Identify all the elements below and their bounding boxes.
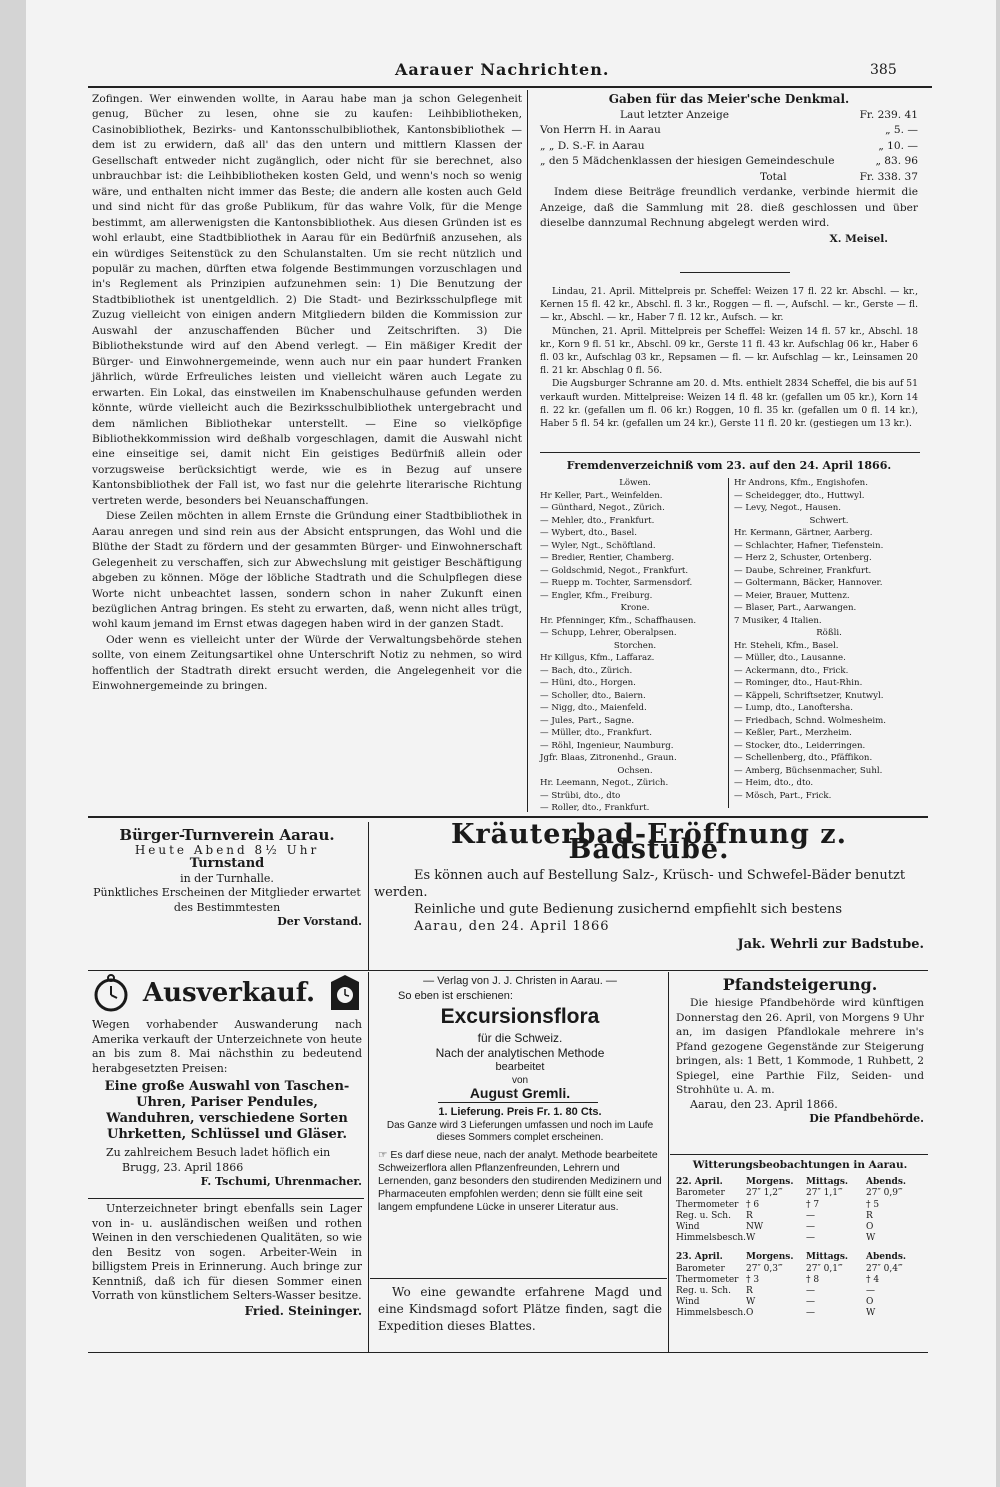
article-paragraph: Zofingen. Wer einwenden wollte, in Aarau habe man ja schon Gelegenheit genug, Bücher zu lesen, ohne sie zu kaufen: Leihbibliotheken, Casinobibliothek, Bezirks- und Kantonsschulbibliothek, Kantonsbibliothek — dem ist zu erwidern, daß all' das den untern und mittlern Klassen der Gesellschaft entweder nicht zugänglich, oder nicht für sie berechnet, also unbrauchbar ist: die Leihbibliotheken kosten Geld, und wenn's noch so wenig wäre, und enthalten nicht immer das Beste; die andern alle kosten auch Geld und sind nicht für das große Publikum, für das wahre Volk, für die Menge bestimmt, am allerwenigsten die Kantonsbibliothek. Aus diesen Gründen ist es wohl erlaubt, eine Stadtbibliothek in Aarau für ein Bedürfniß anzusehen, als ein würdiges Seitenstück zu den Schulanstalten. Um sie recht nützlich und populär zu machen, dürften etwa folgende Bestimmungen vorzuschlagen und in's Reglement als Prinzipien aufzunehmen sein: 1) Die Benutzung der Stadtbibliothek ist unentgeldlich. 2) Die Stadt- und Bezirksschulpflege mit Zuzug vielleicht von einigen andern Mitgliedern bilden die Kommission zur Auswahl der anzuschaffenden Bücher und Zeitschriften. 3) Die Bibliothekstunde wird auf den Abend verlegt. — Ein mäßiger Kredit der Bürger- und Einwohnergemeinde, wenn auch nur ein paar hundert Franken jährlich, würde Erfreuliches leisten und vielleicht wären auch Legate zu erwarten. Ein Lokal, das einstweilen im Knabenschulhause gefunden werden könnte, würde vielleicht auch die Bezirksschulbibliothek untergebracht und dem nämlichen Bibliothekar unterstellt. — Eine so vielköpfige Bibliothekkommission wird deßhalb vorgeschlagen, damit die Auswahl nicht eine einseitige sei, damit nicht Ein geistiges Bedürfniß allein oder vorzugsweise berücksichtigt werde, wie es in Bezug auf unsere Kantonsbibliothek der Fall ist, wo fast nur die gelehrte literarische Richtung vertreten werde, besonders bei Neuanschaffungen. xyxy=(92,93,522,507)
section-rule xyxy=(680,272,790,273)
strangers-right-column: Hr Androns, Kfm., Engishofen. — Scheidegger, dto., Huttwyl. — Levy, Negot., Hausen. Schwert. Hr. Kermann, Gärtner, Aarberg. — Schlachter, Hafner, Tiefenstein. — Herz 2, Schuster, Ortenberg. — Daube, Schreiner, Frankfurt. — Goltermann, Bäcker, Hannover. — Meier, Brauer, Muttenz. — Blaser, Part., Aarwangen. 7 Musiker, 4 Italien. Rößli. Hr. Steheli, Kfm., Basel. — Müller, dto., Lausanne. — Ackermann, dto., Frick. — Rominger, dto., Haut-Rhin. — Käppeli, Schriftsetzer, Knutwyl. — Lump, dto., Lanoftersha. — Friedbach, Schnd. Wolmesheim. — Keßler, Part., Merzheim. — Stocker, dto., Leiderringen. — Schellenberg, dto., Pfäffikon. — Amberg, Büchsenmacher, Suhl. — Heim, dto., dto. — Mösch, Part., Frick. xyxy=(734,478,886,801)
weather-row: Thermometer † 6 † 7 † 5 xyxy=(676,1199,880,1210)
page-binding-edge xyxy=(0,0,26,1487)
weather-row: Barometer 27″ 1,2‴ 27″ 1,1‴ 27″ 0,9‴ xyxy=(676,1188,903,1199)
weather-row: Himmelsbesch. O — W xyxy=(676,1308,876,1319)
flora-ad: — Verlag von J. J. Christen in Aarau. — So eben ist erschienen: Excursionsflora für die Schweiz. Nach der analytischen Methode bearbeitet von August Gremli. 1. Lieferung. Preis Fr. 1. 80 Cts. Das Ganze wird 3 Lieferungen umfassen und noch im Laufe dieses Sommers complet erscheinen. ☞ Es darf diese neue, nach der analyt. Methode bearbeitete Schweizerflora allen Pflanzenfreunden, Lehrern und Lernenden, ganz besonders den studirenden Medizinern und Pharmaceuten empfohlen werden; denn sie füllt eine seit langem empfundene Lücke in unserer Literatur aus. xyxy=(378,975,662,1214)
market-report: Die Augsburger Schranne am 20. d. Mts. enthielt 2834 Scheffel, die bis auf 51 verkauft wurden. Mittelpreise: Weizen 14 fl. 48 kr. (gefallen um 05 kr.), Korn 14 fl. 22 kr. (gefallen um fl. 06 kr.) Roggen, 10 fl. 35 kr. (gefallen um 0 fl. 14 kr.), Haber 5 fl. 54 kr. (gefallen um 24 kr.), Gerste 11 fl. 20 kr. (gestiegen um 13 kr.). xyxy=(540,378,918,430)
ad-divider xyxy=(368,972,369,1352)
ads-rule xyxy=(670,1154,928,1155)
article-paragraph: Diese Zeilen möchten in allem Ernste die Gründung einer Stadtbibliothek in Aarau anregen und sind rein aus der Absicht entsprungen, das Wohl und die Blüthe der Stadt zu fördern und der gesammten Bürger- und Einwohnerschaft Gelegenheit zu verschaffen, sich zur Abwechslung mit geistiger Beschäftigung abgeben zu können. Möge der löbliche Stadtrath und die Schulpflegen diese Worte nicht unbeachtet lassen, sondern schon in naher Zukunft einen bezüglichen Antrag bringen. Es steht zu erwarten, daß, wenn nicht alles trügt, wohl kaum jemand im Ernst etwas dagegen haben wird in der ganzen Stadt. xyxy=(92,510,522,631)
turnverein-ad: Bürger-Turnverein Aarau. Heute Abend 8½ Uhr Turnstand in der Turnhalle. Pünktliches Erscheinen der Mitglieder erwartet des Bestimmtesten Der Vorstand. xyxy=(93,826,362,928)
donations-title: Gaben für das Meier'sche Denkmal. xyxy=(608,92,850,106)
donations-block xyxy=(540,92,918,247)
running-head: Aarauer Nachrichten. xyxy=(395,60,610,79)
weather-row: Wind W — O xyxy=(676,1297,874,1308)
ads-rule xyxy=(88,970,928,971)
page-bottom-rule xyxy=(88,1352,928,1353)
sale-ad: Ausverkauf. Wegen vorhabender Auswanderung nach Amerika verkauft der Unterzeichnete von heute an bis zum 8. Mai nächsthin zu bedeutend herabgesetzten Preisen: Eine große Auswahl von Taschen-Uhren, Pariser Pendules, Wanduhren, verschiedene Sorten Uhrketten, Schlüssel und Gläser. Zu zahlreichem Besuch ladet höflich ein Brugg, 23. April 1866 F. Tschumi, Uhrenmacher. xyxy=(92,974,362,1190)
weather-row: Reg. u. Sch. R — R xyxy=(676,1210,873,1221)
weather-head: 22. April. Morgens. Mittags. Abends. xyxy=(676,1177,907,1188)
ads-rule xyxy=(370,1278,667,1279)
column-divider xyxy=(527,90,528,812)
weather-row: Himmelsbesch. W — W xyxy=(676,1233,876,1244)
strangers-left-column: Löwen. Hr Keller, Part., Weinfelden. — Günthard, Negot., Zürich. — Mehler, dto., Frankfurt. — Wybert, dto., Basel. — Wyler, Ngt., Schöftland. — Bredier, Rentier, Chamberg. — Goldschmid, Negot., Frankfurt. — Ruepp m. Tochter, Sarmensdorf. — Engler, Kfm., Freiburg. Krone. Hr. Pfenninger, Kfm., Schaffhausen. — Schupp, Lehrer, Oberalpsen. Storchen. Hr Killgus, Kfm., Laffaraz. — Bach, dto., Zürich. — Hüni, dto., Horgen. — Scholler, dto., Baiern. — Nigg, dto., Maienfeld. — Jules, Part., Sagne. — Müller, dto., Frankfurt. — Röhl, Ingenieur, Naumburg. Jgfr. Blaas, Zitronenhd., Graun. Ochsen. Hr. Leemann, Negot., Zürich. — Strübi, dto., dto — Roller, dto., Frankfurt. xyxy=(540,478,697,813)
ad-divider xyxy=(668,972,669,1352)
weather-row: Thermometer † 3 † 8 † 4 xyxy=(676,1274,880,1285)
donation-total-row: Total Fr. 338. 37 xyxy=(760,170,918,183)
ads-top-rule xyxy=(88,816,928,818)
article-paragraph: Oder wenn es vielleicht unter der Würde der Verwaltungsbehörde stehen sollte, von einem Zeitungsartikel ohne Unterschrift Notiz zu nehmen, so wird hoffentlich der Stadtrath direkt ersucht werden, die Angelegenheit vor die Einwohnergemeinde zu bringen. xyxy=(92,633,522,693)
sale-title: Ausverkauf. xyxy=(142,977,316,1008)
page-number: 385 xyxy=(870,62,897,78)
strangers-divider xyxy=(728,478,729,808)
weather-row: Wind NW — O xyxy=(676,1222,874,1233)
donations-signature: X. Meisel. xyxy=(829,232,888,245)
market-report: Lindau, 21. April. Mittelpreis pr. Scheffel: Weizen 17 fl. 22 kr. Abschl. — kr., Kernen 15 fl. 42 kr., Abschl. fl. 3 kr., Roggen — fl. —, Aufschl. — kr., Gerste — fl. — kr., Abschl. — kr., Haber 7 fl. 12 kr., Aufsch. — kr. xyxy=(540,286,918,324)
pocket-watch-icon xyxy=(92,974,130,1012)
weather-row: Barometer 27″ 0,3‴ 27″ 0,1‴ 27″ 0,4‴ xyxy=(676,1263,903,1274)
strangers-title: Fremdenverzeichniß vom 23. auf den 24. April 1866. xyxy=(566,459,892,472)
pointing-hand-icon: ☞ xyxy=(378,1148,388,1161)
donations-text: Indem diese Beiträge freundlich verdanke, verbinde hiermit die Anzeige, daß die Sammlung mit 28. dieß geschlossen und über dieselbe dannzumal Rechnung abgelegt werden wird. xyxy=(540,186,918,229)
market-prices xyxy=(540,285,918,430)
ad-divider xyxy=(368,822,369,970)
header-rule xyxy=(88,86,932,88)
pawn-ad: Pfandsteigerung. Die hiesige Pfandbehörde wird künftigen Donnerstag den 26. April, von Morgens 9 Uhr an, im dasigen Pfandlokale mehrere in's Pfand gezogene Gegenstände zur Steigerung bringen, als: 1 Bett, 1 Kommode, 1 Ruhbett, 2 Spiegel, eine Parthie Filz, Seiden- und Strohhüte u. A. m. Aarau, den 23. April 1866. Die Pfandbehörde. xyxy=(676,975,924,1125)
donation-row: „ den 5 Mädchenklassen der hiesigen Gemeindeschule „ 83. 96 xyxy=(540,155,918,167)
section-rule xyxy=(540,452,920,453)
donation-row: „ „ D. S.-F. in Aarau „ 10. — xyxy=(540,139,918,152)
mantel-clock-icon xyxy=(328,974,362,1012)
page-right-edge xyxy=(996,0,1000,1487)
bath-ad: Kräuterbad-Eröffnung z. Badstube. Es können auch auf Bestellung Salz-, Krüsch- und Schwefel-Bäder benutzt werden. Reinliche und gute Bedienung zusichernd empfiehlt sich bestens Aarau, den 24. April 1866 Jak. Wehrli zur Badstube. xyxy=(374,819,924,952)
donation-row: Von Herrn H. in Aarau „ 5. — xyxy=(540,124,918,136)
weather-table: Witterungsbeobachtungen in Aarau. 22. April. Morgens. Mittags. Abends. Barometer 27″ 1,2‴ 27″ 1,1‴ 27″ 0,9‴ Thermometer † 6 † 7 † 5 Reg. u. Sch. R — R Wind NW — O Himmelsbesch. W — W 23. April. Morgens. Mittags. Abends. Barometer 27″ 0,3‴ 27″ 0,1‴ 27″ 0,4‴ Thermometer † 3 † 8 † 4 Reg. u. Sch. R — — Wind W — O Himmelsbesch. O — W xyxy=(676,1160,924,1320)
ads-rule xyxy=(88,1198,364,1199)
weather-row: Reg. u. Sch. R — — xyxy=(676,1286,875,1297)
weather-head: 23. April. Morgens. Mittags. Abends. xyxy=(676,1252,907,1263)
donation-row: Laut letzter Anzeige Fr. 239. 41 xyxy=(620,108,918,121)
maid-ad: Wo eine gewandte erfahrene Magd und eine Kindsmagd sofort Plätze finden, sagt die Expedition dieses Blattes. xyxy=(378,1285,662,1333)
flora-rule xyxy=(438,1102,598,1103)
market-report: München, 21. April. Mittelpreis per Scheffel: Weizen 14 fl. 57 kr., Abschl. 18 kr., Korn 9 fl. 51 kr., Abschl. 09 kr., Gerste 11 fl. 43 kr. Aufschlag 06 kr., Haber 6 fl. 03 kr., Aufschlag 03 kr., Repsamen — fl. — kr. Aufschlag — kr., Leinsamen 20 fl. 21 kr. Abschlag 0 fl. 56. xyxy=(540,325,918,377)
stadtbibliothek-article xyxy=(92,92,522,695)
wine-ad: Unterzeichneter bringt ebenfalls sein Lager von in- u. ausländischen weißen und rothen Weinen in den verschiedenen Qualitäten, so wie den Besitz von sogen. Arbeiter-Wein in billigstem Preis in Erinnerung. Auch bringe zur Kenntniß, daß ich für diesen Sommer einen Vorrath von künstlichem Selters-Wasser besitze. Fried. Steininger. xyxy=(92,1202,362,1318)
